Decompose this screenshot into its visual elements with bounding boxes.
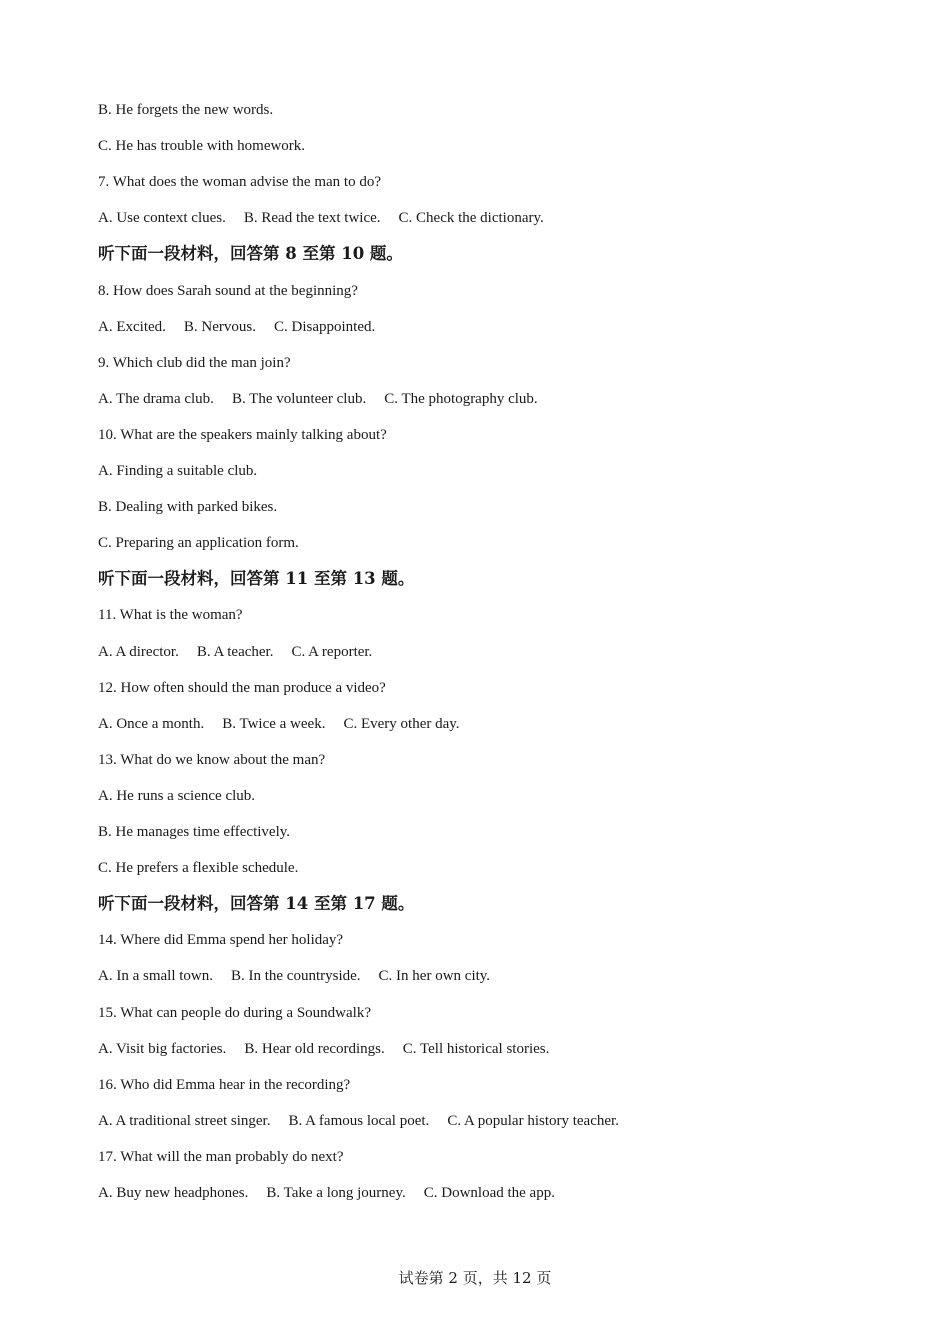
answer-option: A. The drama club.	[98, 391, 214, 407]
question-text: 12. How often should the man produce a video?	[98, 680, 386, 696]
answer-option: C. In her own city.	[378, 968, 491, 984]
answer-option: B. Take a long journey.	[266, 1185, 406, 1201]
section-heading: 听下面一段材料，回答第 11 至第 13 题。	[98, 569, 415, 588]
answer-option: A. Once a month.	[98, 716, 205, 732]
options-row	[98, 714, 460, 734]
answer-option: B. Nervous.	[183, 319, 256, 335]
answer-option: B. In the countryside.	[230, 968, 361, 984]
answer-option: B. Read the text twice.	[243, 210, 381, 226]
answer-option: B. The volunteer club.	[231, 391, 367, 407]
answer-option: C. Tell historical stories.	[402, 1041, 550, 1057]
answer-option: A. Buy new headphones.	[98, 1185, 249, 1201]
question-text: 8. How does Sarah sound at the beginning?	[98, 283, 358, 299]
answer-option: C. Check the dictionary.	[398, 210, 544, 226]
question-text: 17. What will the man probably do next?	[98, 1149, 344, 1165]
answer-option: C. Preparing an application form.	[98, 535, 299, 551]
options-row	[98, 1111, 619, 1131]
options-row	[98, 389, 538, 409]
question-text: 15. What can people do during a Soundwalk?	[98, 1005, 371, 1021]
options-row	[98, 1183, 555, 1203]
answer-option: A. He runs a science club.	[98, 788, 256, 804]
question-text: 16. Who did Emma hear in the recording?	[98, 1077, 351, 1093]
answer-option: A. A director.	[98, 644, 179, 660]
answer-option: B. Twice a week.	[222, 716, 326, 732]
question-text: 14. Where did Emma spend her holiday?	[98, 932, 344, 948]
options-row	[98, 317, 375, 337]
answer-option: A. Finding a suitable club.	[98, 463, 258, 479]
answer-option: C. A popular history teacher.	[447, 1113, 619, 1129]
question-text: 7. What does the woman advise the man to do?	[98, 174, 381, 190]
options-row	[98, 1039, 549, 1059]
options-row	[98, 642, 372, 662]
question-text: 10. What are the speakers mainly talking about?	[98, 427, 387, 443]
section-heading: 听下面一段材料，回答第 8 至第 10 题。	[98, 244, 403, 263]
answer-option: A. A traditional street singer.	[98, 1113, 271, 1129]
answer-option: B. Dealing with parked bikes.	[98, 499, 278, 515]
answer-option: C. A reporter.	[291, 644, 373, 660]
question-text: 13. What do we know about the man?	[98, 752, 326, 768]
answer-option: B. A famous local poet.	[288, 1113, 430, 1129]
question-text: 11. What is the woman?	[98, 607, 243, 623]
answer-option: C. Download the app.	[423, 1185, 555, 1201]
options-row	[98, 966, 490, 986]
answer-option: C. He prefers a flexible schedule.	[98, 860, 299, 876]
answer-option: B. Hear old recordings.	[244, 1041, 385, 1057]
page-footer: 试卷第 2 页，共 12 页	[398, 1269, 552, 1287]
answer-option: B. He manages time effectively.	[98, 824, 291, 840]
options-row	[98, 208, 544, 228]
answer-option: A. In a small town.	[98, 968, 213, 984]
question-text: 9. Which club did the man join?	[98, 355, 291, 371]
answer-option: A. Visit big factories.	[98, 1041, 227, 1057]
answer-option: C. The photography club.	[384, 391, 538, 407]
answer-option: B. He forgets the new words.	[98, 102, 274, 118]
answer-option: A. Excited.	[98, 319, 166, 335]
answer-option: C. Every other day.	[343, 716, 460, 732]
answer-option: A. Use context clues.	[98, 210, 226, 226]
answer-option: C. Disappointed.	[273, 319, 376, 335]
answer-option: C. He has trouble with homework.	[98, 138, 306, 154]
section-heading: 听下面一段材料，回答第 14 至第 17 题。	[98, 894, 415, 913]
answer-option: B. A teacher.	[196, 644, 274, 660]
